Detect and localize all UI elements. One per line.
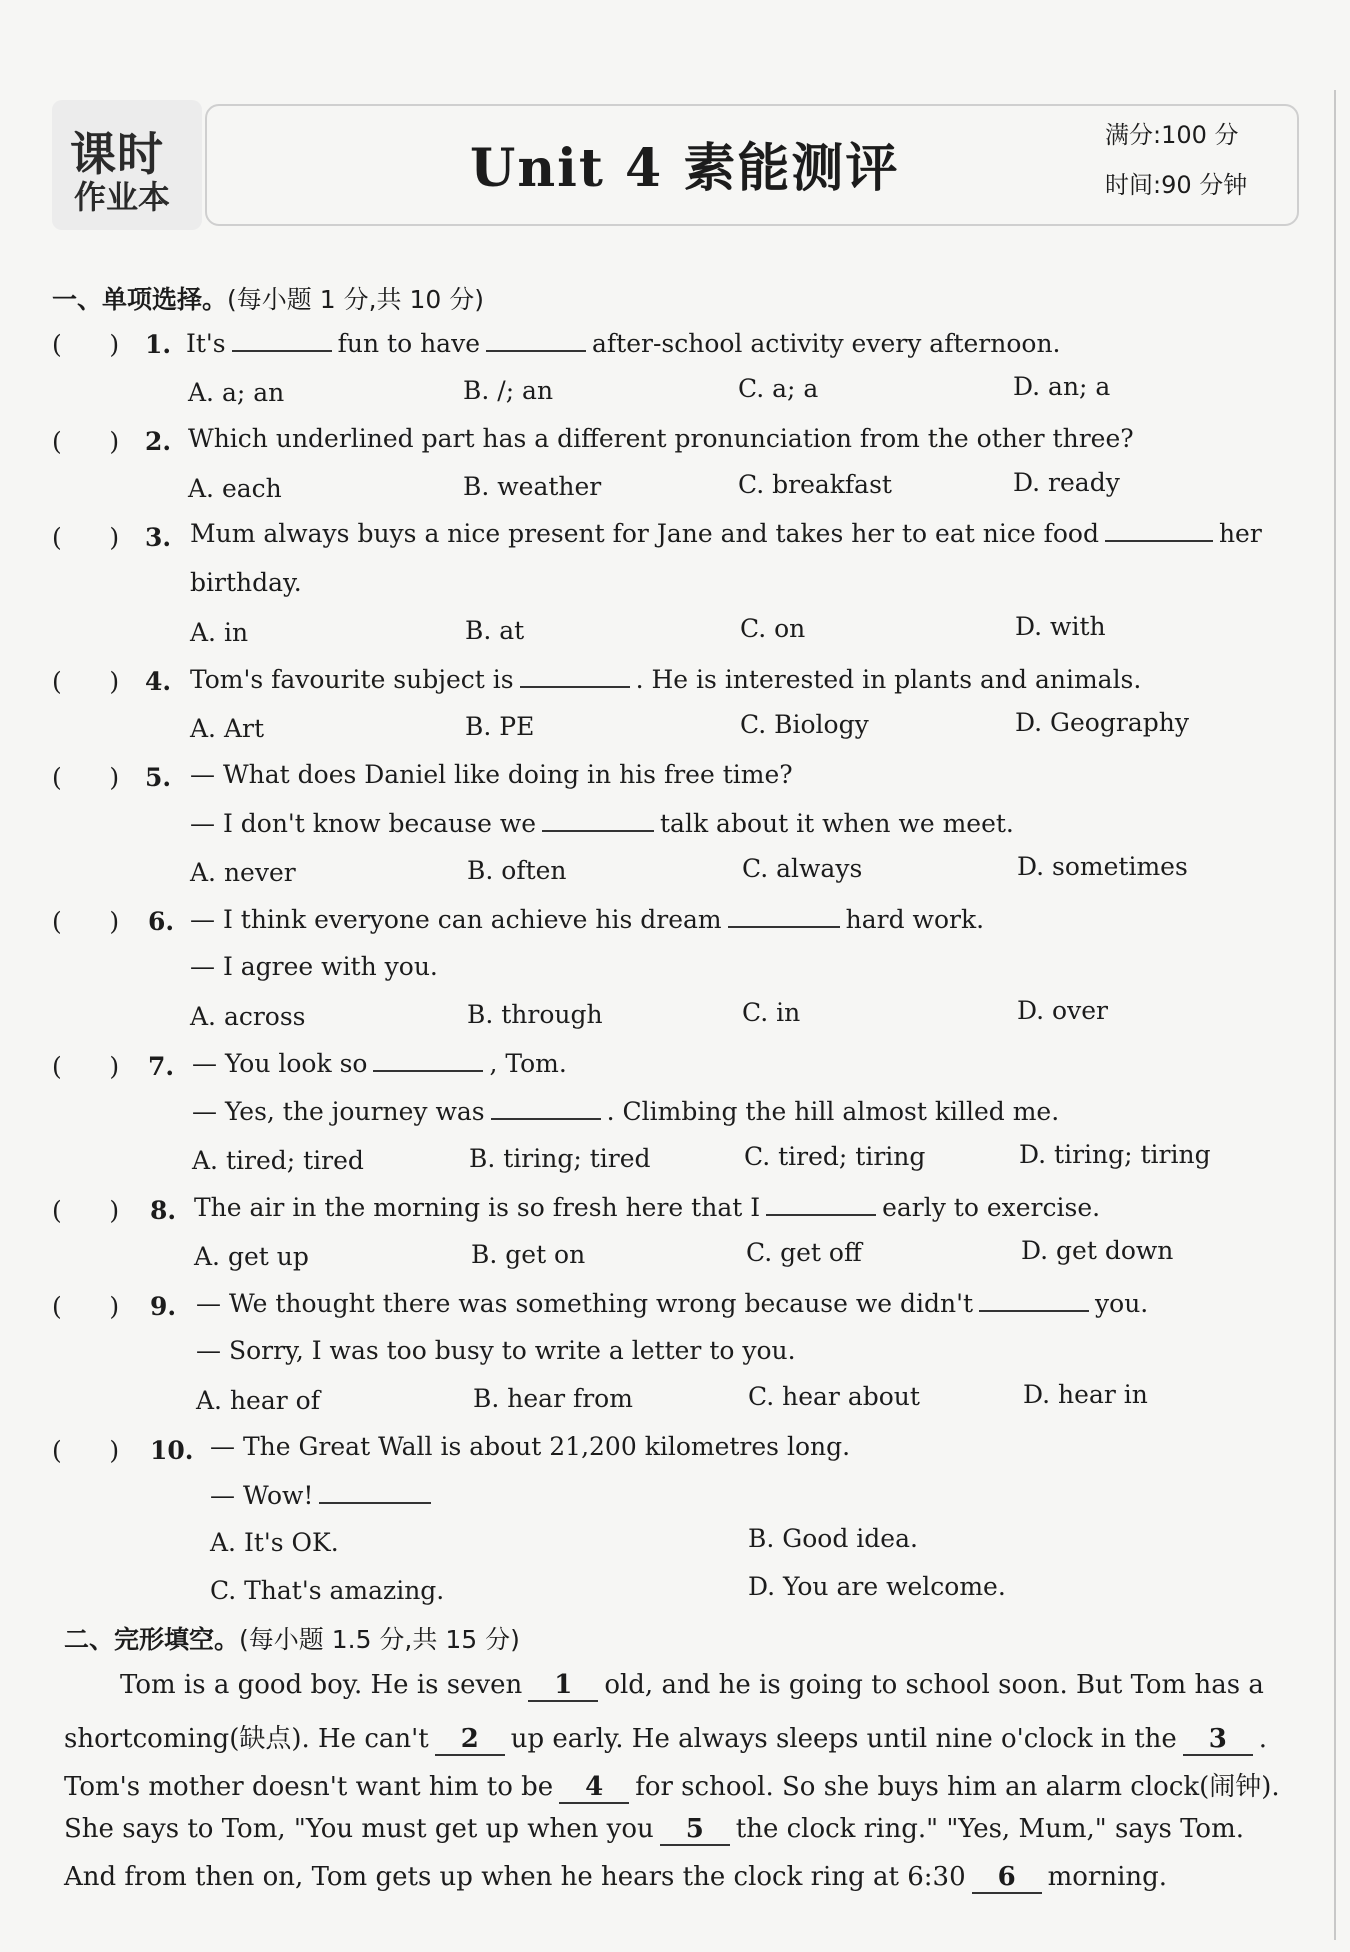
answer-paren[interactable]: ( ) [52,1196,120,1225]
option-b[interactable]: B. often [467,856,567,885]
question-number: 3. [145,523,172,552]
option-b[interactable]: B. /; an [463,376,554,405]
blank[interactable] [1105,518,1213,542]
option-a[interactable]: A. across [190,1002,306,1031]
passage-line-5: And from then on, Tom gets up when he hears the clock ring at 6:30 6 morning. [64,1862,1168,1892]
logo-text-2: 作业本 [74,178,171,216]
blank[interactable] [728,904,840,928]
option-b[interactable]: B. hear from [473,1384,633,1413]
answer-paren[interactable]: ( ) [52,523,120,552]
question-5-stem: — What does Daniel like doing in his free time? [190,760,793,789]
blank[interactable] [766,1192,876,1216]
question-10-stem-cont: — Wow! [210,1480,437,1510]
option-d[interactable]: D. You are welcome. [748,1572,1006,1601]
blank[interactable] [491,1096,601,1120]
question-8-stem: The air in the morning is so fresh here that I early to exercise. [194,1193,1101,1222]
question-4-stem: Tom's favourite subject is . He is interested in plants and animals. [190,665,1142,694]
option-b[interactable]: B. get on [471,1240,586,1269]
passage-line-2: shortcoming(缺点). He can't 2 up early. He always sleeps until nine o'clock in the 3 . [64,1724,1268,1754]
option-a[interactable]: A. hear of [196,1386,320,1415]
question-number: 8. [150,1196,177,1225]
question-number: 5. [145,763,172,792]
option-d[interactable]: D. over [1017,996,1108,1025]
cloze-blank[interactable]: 5 [660,1814,730,1846]
option-b[interactable]: B. weather [463,472,602,501]
question-6-stem-cont: — I agree with you. [190,952,438,981]
answer-paren[interactable]: ( ) [52,330,120,359]
section-1-label: 一、单项选择。 [52,285,228,314]
option-c[interactable]: C. on [740,614,806,643]
question-number: 2. [145,427,172,456]
cloze-blank[interactable]: 1 [528,1670,598,1702]
question-10-stem: — The Great Wall is about 21,200 kilometres long. [210,1432,851,1461]
option-d[interactable]: D. with [1015,612,1106,641]
option-c[interactable]: C. Biology [740,710,869,739]
option-a[interactable]: A. each [188,474,282,503]
question-7-stem-cont: — Yes, the journey was . Climbing the hill almost killed me. [192,1097,1060,1126]
option-b[interactable]: B. Good idea. [748,1524,918,1553]
question-number: 6. [148,907,175,936]
page-title: Unit 4 素能测评 [470,138,900,199]
question-9-stem-cont: — Sorry, I was too busy to write a letter to you. [196,1336,796,1365]
blank[interactable] [486,328,586,352]
option-c[interactable]: C. That's amazing. [210,1576,445,1605]
option-c[interactable]: C. always [742,854,863,883]
answer-paren[interactable]: ( ) [52,1436,120,1465]
answer-paren[interactable]: ( ) [52,427,120,456]
passage-line-3: Tom's mother doesn't want him to be 4 for school. So she buys him an alarm clock(闹钟). [64,1772,1280,1802]
time-limit: 时间:90 分钟 [1105,171,1248,199]
question-number: 9. [150,1292,177,1321]
section-2-heading [64,1620,520,1656]
blank[interactable] [542,808,654,832]
option-c[interactable]: C. a; a [738,374,819,403]
cloze-blank[interactable]: 6 [972,1862,1042,1894]
question-6-stem: — I think everyone can achieve his dream hard work. [190,905,985,934]
blank[interactable] [319,1480,431,1504]
question-3-stem-cont: birthday. [190,568,302,597]
section-1-note: (每小题 1 分,共 10 分) [227,285,484,314]
option-d[interactable]: D. hear in [1023,1380,1148,1409]
question-2-stem: Which underlined part has a different pronunciation from the other three? [188,424,1134,453]
option-a[interactable]: A. get up [194,1242,309,1271]
option-d[interactable]: D. ready [1013,468,1120,497]
passage-line-1: Tom is a good boy. He is seven 1 old, and he is going to school soon. But Tom has a [120,1670,1264,1700]
option-c[interactable]: C. in [742,998,801,1027]
question-3-stem: Mum always buys a nice present for Jane and takes her to eat nice food her [190,519,1262,548]
blank[interactable] [979,1288,1089,1312]
option-d[interactable]: D. sometimes [1017,852,1188,881]
answer-paren[interactable]: ( ) [52,907,120,936]
full-score: 满分:100 分 [1105,121,1239,149]
cloze-blank[interactable]: 3 [1183,1724,1253,1756]
passage-line-4: She says to Tom, "You must get up when you 5 the clock ring." "Yes, Mum," says Tom. [64,1814,1244,1844]
answer-paren[interactable]: ( ) [52,667,120,696]
option-b[interactable]: B. PE [465,712,535,741]
option-c[interactable]: C. get off [746,1238,862,1267]
option-a[interactable]: A. It's OK. [210,1528,339,1557]
option-a[interactable]: A. never [190,858,296,887]
question-number: 4. [145,667,172,696]
question-9-stem: — We thought there was something wrong because we didn't you. [196,1289,1149,1318]
cloze-blank[interactable]: 2 [435,1724,505,1756]
option-a[interactable]: A. a; an [188,378,285,407]
option-c[interactable]: C. hear about [748,1382,920,1411]
answer-paren[interactable]: ( ) [52,763,120,792]
question-number: 7. [148,1052,175,1081]
cloze-blank[interactable]: 4 [559,1772,629,1804]
option-d[interactable]: D. Geography [1015,708,1189,737]
blank[interactable] [520,664,630,688]
question-7-stem: — You look so , Tom. [192,1049,567,1078]
answer-paren[interactable]: ( ) [52,1292,120,1321]
section-2-note: (每小题 1.5 分,共 15 分) [239,1625,520,1654]
option-d[interactable]: D. get down [1021,1236,1174,1265]
page-edge [1334,90,1336,1940]
option-a[interactable]: A. in [190,618,249,647]
option-d[interactable]: D. tiring; tiring [1019,1140,1211,1169]
logo-text-1: 课时 [70,127,164,181]
section-1-heading [52,280,484,316]
option-b[interactable]: B. at [465,616,525,645]
option-c[interactable]: C. breakfast [738,470,892,499]
blank[interactable] [232,328,332,352]
option-b[interactable]: B. tiring; tired [469,1144,651,1173]
option-a[interactable]: A. tired; tired [192,1146,364,1175]
question-number: 10. [150,1436,194,1465]
option-c[interactable]: C. tired; tiring [744,1142,926,1171]
question-number: 1. [145,330,172,359]
option-d[interactable]: D. an; a [1013,372,1111,401]
blank[interactable] [373,1048,483,1072]
question-1-stem: It's fun to have after-school activity every afternoon. [186,329,1061,358]
answer-paren[interactable]: ( ) [52,1052,120,1081]
section-2-label: 二、完形填空。 [64,1625,240,1654]
option-b[interactable]: B. through [467,1000,603,1029]
option-a[interactable]: A. Art [190,714,264,743]
question-5-stem-cont: — I don't know because we talk about it when we meet. [190,809,1014,838]
